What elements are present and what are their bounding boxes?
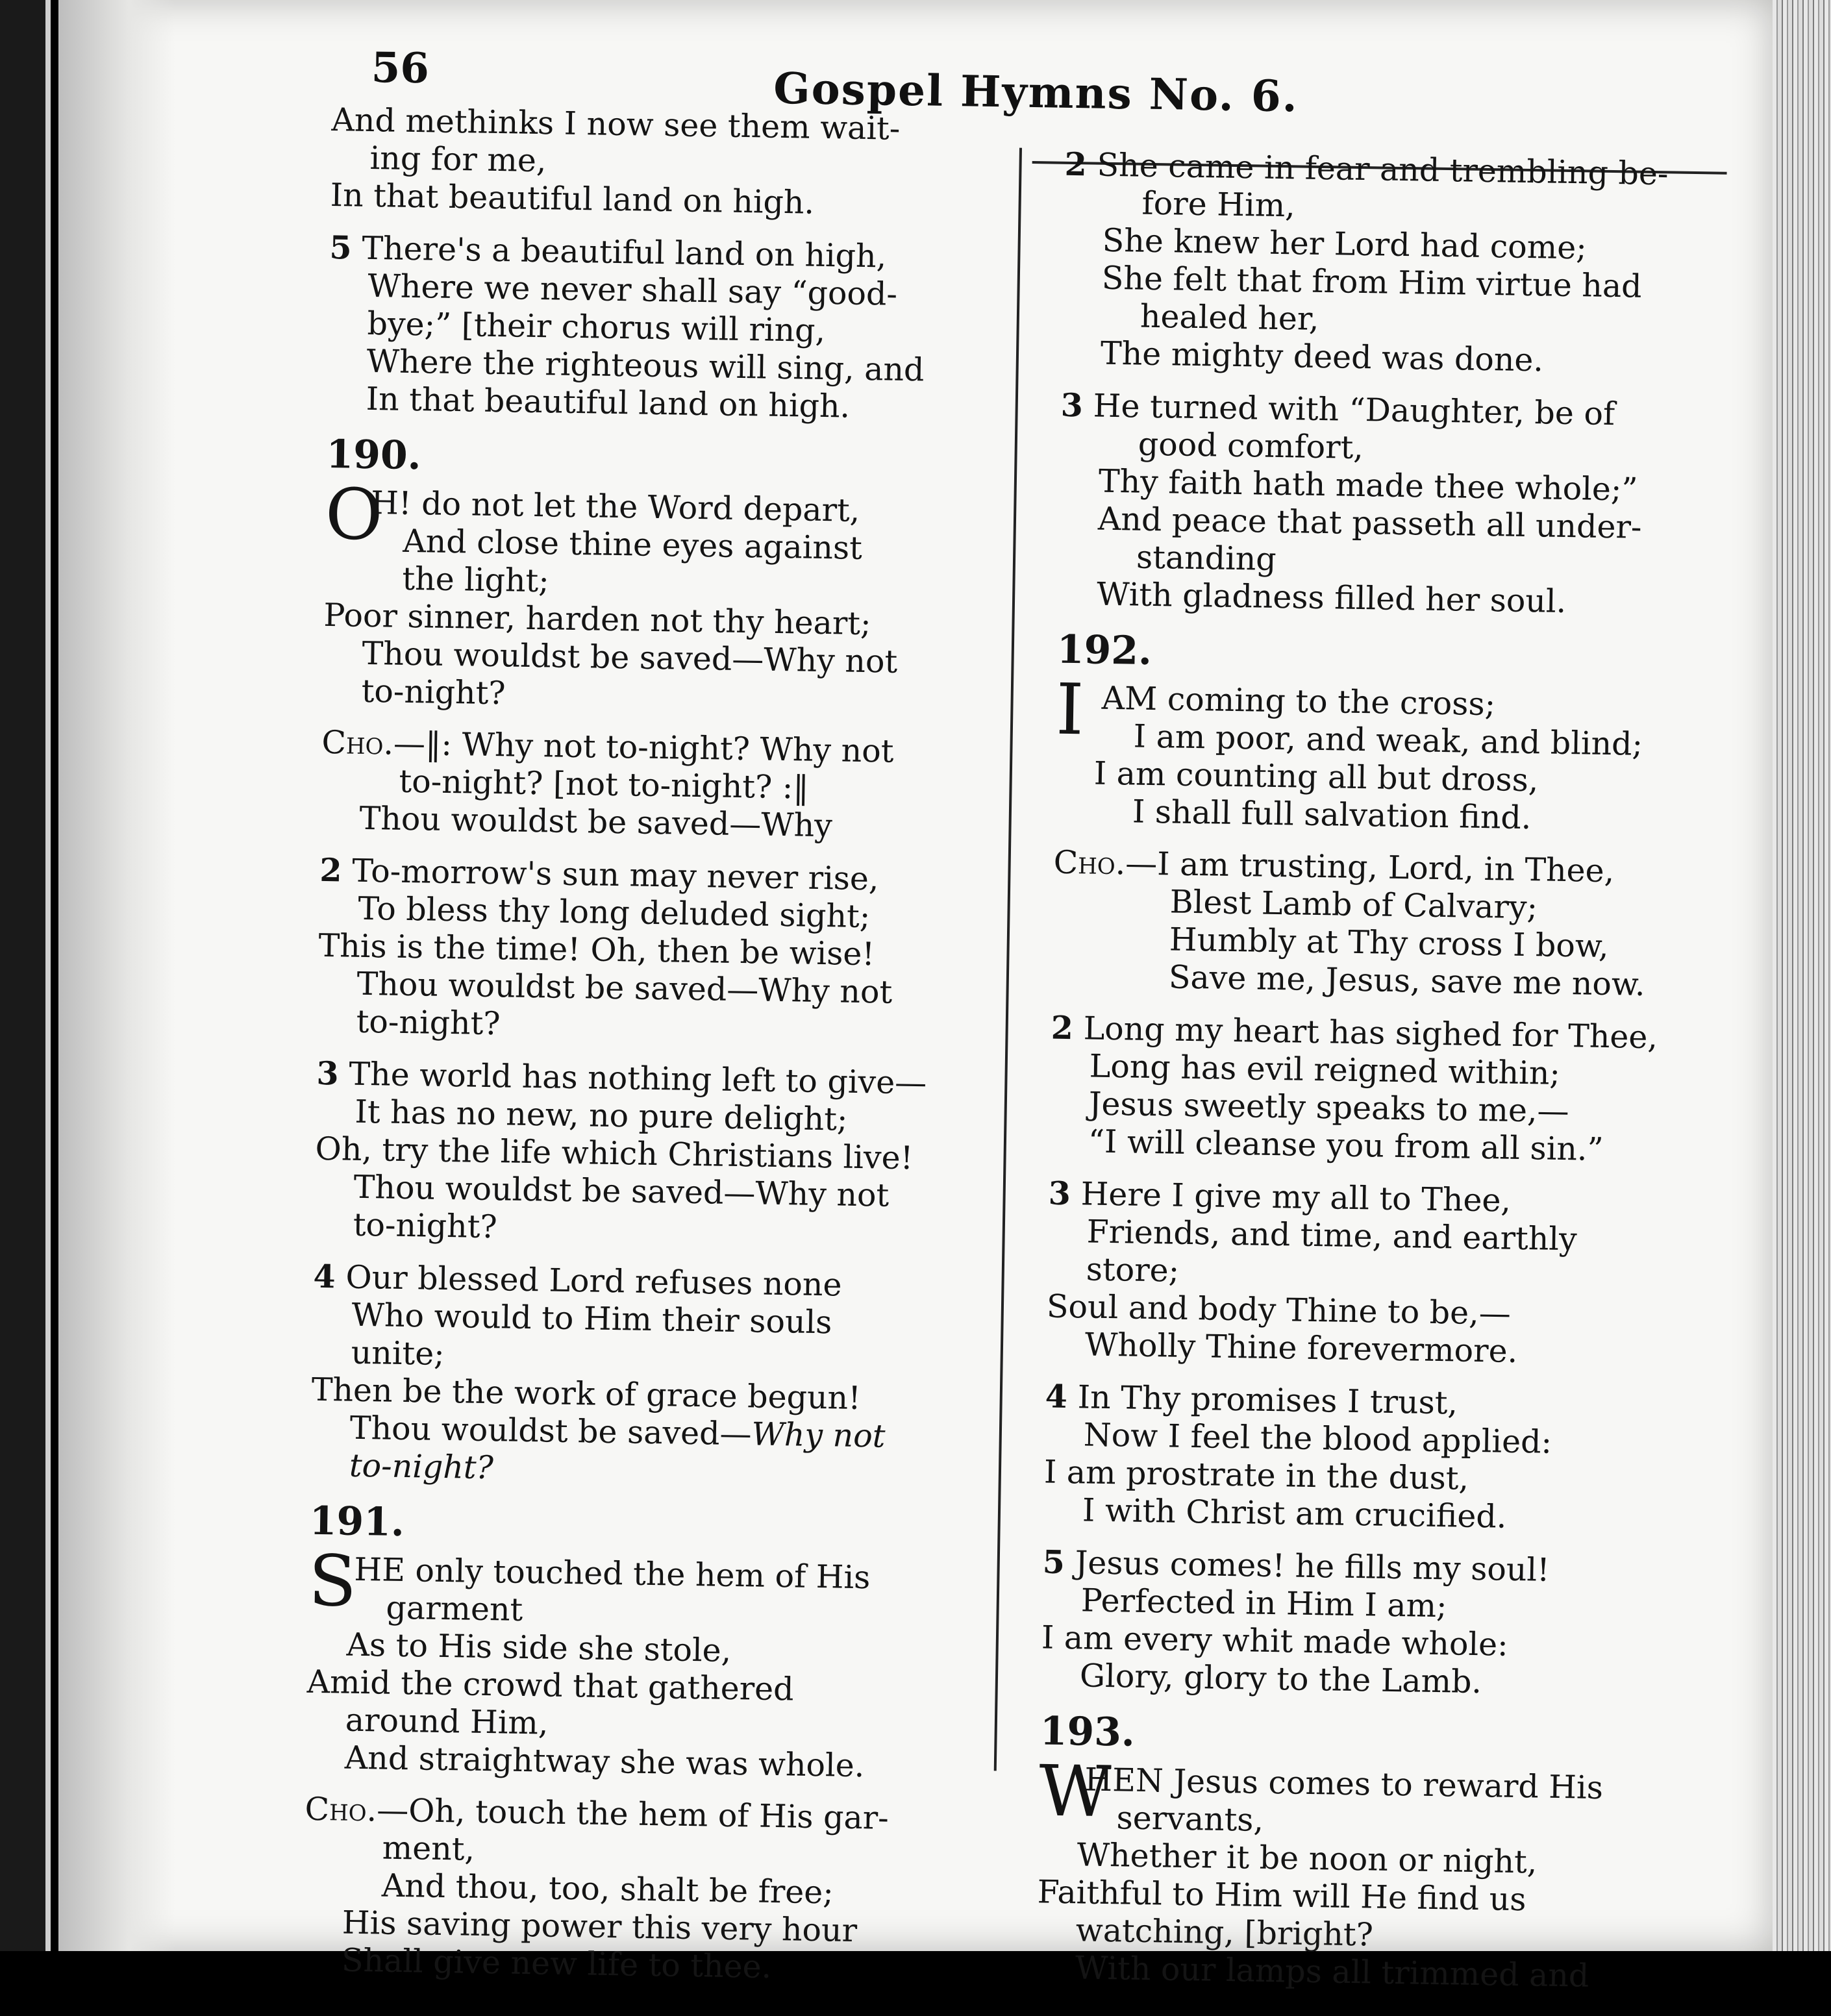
chorus-line: Save me, Jesus, save me now. <box>1168 958 1646 1003</box>
verse-line: Thy faith hath made thee whole;” <box>1098 462 1638 508</box>
verse-number: 3 <box>1060 386 1084 425</box>
verse-line: And methinks I now see them wait- <box>331 101 901 147</box>
verse-text: Thou wouldst be saved— <box>349 1409 752 1453</box>
verse-line: Jesus sweetly speaks to me,— <box>1088 1085 1569 1130</box>
verse-line: garment <box>386 1589 523 1628</box>
verse-line: watching, [bright? <box>1075 1911 1374 1954</box>
chorus-label: Cho. <box>321 723 394 762</box>
verse-line: around Him, <box>345 1701 549 1742</box>
page-content <box>44 0 1788 1995</box>
verse-number: 5 <box>1042 1543 1065 1582</box>
hymn-191-verse-2 <box>1062 145 1721 382</box>
hymn-193-verse-1 <box>1036 1750 1695 1997</box>
verse-line: to-night? <box>353 1206 498 1246</box>
verse-text: There's a beautiful land on high, <box>362 229 887 275</box>
hymn-number-192: 192. <box>1056 627 1152 674</box>
verse-line: I am every whit made whole: <box>1041 1619 1509 1663</box>
verse-line: Whether it be noon or night, <box>1077 1836 1538 1881</box>
hymn-190-verse-1 <box>322 473 994 720</box>
verse-line: Oh, try the life which Christians live! <box>315 1130 914 1177</box>
hymn-192-verse-1 <box>1054 669 1713 840</box>
drop-cap: W <box>1038 1750 1112 1834</box>
verse-line: Friends, and time, and earthly <box>1086 1213 1578 1258</box>
verse-line: Glory, glory to the Lamb. <box>1079 1657 1482 1701</box>
verse-line: to-night? <box>356 1002 501 1043</box>
running-head: Gospel Hymns No. 6. <box>773 62 1299 122</box>
hymn-191-chorus <box>303 1791 974 1989</box>
verse-line: Wholly Thine forevermore. <box>1084 1326 1518 1370</box>
verse-text: HE only touched the hem of His <box>354 1550 871 1597</box>
verse-line: I am poor, and weak, and blind; <box>1133 717 1643 763</box>
verse-number: 3 <box>1048 1174 1071 1213</box>
verse-line: I with Christ am crucified. <box>1082 1491 1507 1536</box>
verse-line: ing for me, <box>369 139 547 180</box>
verse-line: I shall full salvation find. <box>1132 793 1532 837</box>
verse-line: Faithful to Him will He find us <box>1037 1873 1526 1919</box>
verse-line: Where the righteous will sing, and <box>366 342 925 389</box>
verse-line: With our lamps all trimmed and <box>1075 1949 1589 1995</box>
verse-line: “I will cleanse you from all sin.” <box>1088 1123 1604 1168</box>
verse-line: fore Him, <box>1141 184 1296 225</box>
verse-text: Here I give my all to Thee, <box>1080 1175 1512 1219</box>
verse-line: Thou wouldst be saved—Why not <box>353 1168 890 1214</box>
verse-number: 5 <box>329 229 353 267</box>
right-column <box>1036 145 1721 2011</box>
verse-line: Soul and body Thine to be,— <box>1046 1288 1512 1332</box>
verse-line: good comfort, <box>1138 425 1364 467</box>
verse-text: Long my heart has sighed for Thee, <box>1083 1010 1658 1056</box>
verse-line: Who would to Him their souls <box>351 1296 832 1341</box>
drop-cap: S <box>308 1540 358 1623</box>
column-divider <box>994 148 1022 1771</box>
hymn-192-verse-3 <box>1046 1175 1704 1374</box>
chorus-text: —Oh, touch the hem of His gar- <box>376 1791 890 1837</box>
book-page <box>58 0 1773 1995</box>
verse-text: Our blessed Lord refuses none <box>345 1258 842 1304</box>
drop-cap: I <box>1055 669 1085 751</box>
verse-number: 2 <box>319 851 342 890</box>
verse-line: Thou wouldst be saved—Why not <box>356 965 893 1011</box>
hymn-190-verse-2 <box>317 851 988 1051</box>
verse-line: bye;” [their chorus will ring, <box>367 305 826 350</box>
hymn-192-verse-4 <box>1043 1378 1702 1539</box>
chorus-line: Shall give new life to thee. <box>341 1941 772 1986</box>
chorus-line: ment, <box>382 1829 475 1868</box>
left-column <box>302 101 1001 2004</box>
chorus-line: Blest Lamb of Calvary; <box>1169 883 1538 927</box>
page-number: 56 <box>371 43 430 93</box>
verse-line: Now I feel the blood applied: <box>1083 1416 1552 1461</box>
verse-number: 3 <box>316 1054 340 1093</box>
verse-number: 2 <box>1064 145 1088 184</box>
verse-text: The world has nothing left to give— <box>349 1055 927 1102</box>
verse-line: And peace that passeth all under- <box>1097 500 1642 546</box>
verse-text: Jesus comes! he fills my soul! <box>1075 1544 1551 1589</box>
verse-line: The mighty deed was done. <box>1100 334 1544 379</box>
verse-text: To-morrow's sun may never rise, <box>351 852 879 898</box>
verse-line: Amid the crowd that gathered <box>306 1663 795 1708</box>
verse-line: She knew her Lord had come; <box>1102 221 1588 267</box>
verse-text: He turned with “Daughter, be of <box>1093 387 1615 433</box>
verse-line: And close thine eyes against <box>402 522 863 567</box>
verse-line: To bless thy long deluded sight; <box>358 890 871 936</box>
chorus-line: His saving power this very hour <box>342 1904 858 1950</box>
verse-text: AM coming to the cross; <box>1101 679 1496 723</box>
hymn-190-chorus <box>320 724 991 847</box>
hymn-191-verse-1 <box>305 1540 977 1787</box>
verse-number: 4 <box>313 1257 336 1296</box>
verse-line: to-night? <box>361 672 506 712</box>
hymn-192-verse-5 <box>1041 1543 1699 1705</box>
hymn-number-191: 191. <box>309 1498 405 1546</box>
chorus-text: —‖: Why not to-night? Why not <box>393 725 894 770</box>
verse-line: standing <box>1136 538 1277 578</box>
verse-text-italic: Why not <box>751 1415 886 1455</box>
chorus-line: Humbly at Thy cross I bow, <box>1169 921 1610 965</box>
verse-line: Perfected in Him I am; <box>1080 1582 1448 1625</box>
verse-line: And straightway she was whole. <box>344 1739 865 1785</box>
hymn-192-chorus <box>1052 844 1710 1005</box>
chorus-line: to-night? [not to-night? :‖ <box>399 762 810 806</box>
verse-line: This is the time! Oh, then be wise! <box>318 927 875 973</box>
chorus-label: Cho. <box>305 1790 377 1829</box>
verse-line: Long has evil reigned within; <box>1089 1047 1561 1092</box>
verse-line: She felt that from Him virtue had <box>1101 259 1642 305</box>
verse-text: HEN Jesus comes to reward His <box>1084 1761 1604 1807</box>
chorus-line: And thou, too, shalt be free; <box>381 1867 834 1911</box>
verse-line: Thou wouldst be saved—Why not <box>362 634 898 680</box>
verse-line: the light; <box>402 560 550 600</box>
chorus-label: Cho. <box>1053 843 1126 882</box>
verse-line: It has no new, no pure delight; <box>355 1093 848 1138</box>
verse-number: 2 <box>1051 1008 1074 1047</box>
verse-line: In that beautiful land on high. <box>330 177 815 221</box>
verse-text: H! do not let the Word depart, <box>370 484 860 529</box>
verse-line: healed her, <box>1140 297 1319 338</box>
verse-line: I am prostrate in the dust, <box>1043 1453 1469 1497</box>
hymn-189-verse-5 <box>327 229 998 428</box>
verse-line: I am counting all but dross, <box>1093 754 1539 799</box>
verse-line: As to His side she stole, <box>346 1626 732 1669</box>
verse-line: servants, <box>1116 1799 1264 1839</box>
hymn-number-190: 190. <box>325 431 422 479</box>
hymn-number-193: 193. <box>1040 1708 1136 1756</box>
verse-text: In Thy promises I trust, <box>1077 1378 1458 1422</box>
verse-text: She came in fear and trembling be- <box>1097 146 1669 193</box>
verse-line: Then be the work of grace begun! <box>311 1371 862 1417</box>
hymn-189-carryover <box>330 101 1001 225</box>
scan-left-gutter <box>0 0 45 2000</box>
drop-cap: O <box>325 473 384 556</box>
verse-line: store; <box>1086 1251 1180 1289</box>
hymn-190-verse-3 <box>314 1054 985 1254</box>
chorus-text: —I am trusting, Lord, in Thee, <box>1125 845 1615 890</box>
chorus-line: Thou wouldst be saved—Why <box>359 799 833 845</box>
verse-line: to-night? <box>349 1447 494 1487</box>
hymn-191-verse-3 <box>1058 386 1717 623</box>
verse-line: With gladness filled her soul. <box>1096 575 1567 620</box>
hymn-190-verse-4 <box>310 1258 982 1495</box>
verse-line: unite; <box>351 1334 445 1373</box>
verse-number: 4 <box>1045 1377 1068 1416</box>
verse-line: Where we never shall say “good- <box>367 267 898 313</box>
verse-line: In that beautiful land on high. <box>366 380 851 425</box>
hymn-192-verse-2 <box>1049 1009 1708 1171</box>
verse-line: Poor sinner, harden not thy heart; <box>323 596 871 643</box>
